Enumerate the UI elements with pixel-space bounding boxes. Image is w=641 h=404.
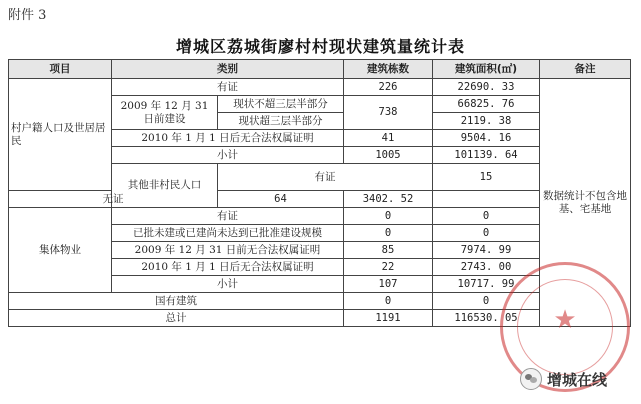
page-title: 增城区荔城街廖村村现状建筑量统计表 [175, 37, 465, 56]
subtotal-label: 小计 [112, 276, 344, 293]
category-cell: 2009 年 12 月 31 日前无合法权属证明 [112, 242, 344, 259]
header-count: 建筑栋数 [344, 60, 433, 79]
category-cell: 2010 年 1 月 1 日后无合法权属证明 [112, 259, 344, 276]
area-cell: 2743. 00 [433, 259, 540, 276]
subcategory-cell: 现状超三层半部分 [218, 113, 344, 130]
total-count: 1191 [344, 310, 433, 327]
area-cell: 2119. 38 [433, 113, 540, 130]
seal-star-icon: ★ [553, 304, 577, 335]
area-cell: 9504. 16 [433, 130, 540, 147]
category-cell: 有证 [112, 208, 344, 225]
attachment-label: 附件 3 [8, 8, 47, 23]
area-cell: 3402. 52 [344, 191, 433, 208]
area-cell: 0 [433, 293, 540, 310]
area-cell: 0 [433, 225, 540, 242]
count-cell: 0 [344, 293, 433, 310]
category-cell: 2010 年 1 月 1 日后无合法权属证明 [112, 130, 344, 147]
count-cell: 41 [344, 130, 433, 147]
group-label-villagers: 村户籍人口及世居居民 [9, 79, 112, 191]
total-row [9, 310, 631, 327]
header-category: 类别 [112, 60, 344, 79]
table-row [9, 208, 631, 225]
count-cell: 1005 [344, 147, 433, 164]
watermark-text: 增城在线 [547, 370, 608, 389]
header-area: 建筑面积(㎡) [433, 60, 540, 79]
subcategory-cell: 现状不超三层半部分 [218, 96, 344, 113]
subtotal-label: 小计 [112, 147, 344, 164]
header-item: 项目 [9, 60, 112, 79]
count-cell: 226 [344, 79, 433, 96]
total-label: 总计 [9, 310, 344, 327]
table-row [9, 79, 631, 96]
area-cell: 10717. 99 [433, 276, 540, 293]
count-cell: 15 [433, 164, 540, 191]
area-cell: 7974. 99 [433, 242, 540, 259]
table-row [9, 191, 631, 208]
statistics-table [8, 59, 631, 327]
area-cell: 22690. 33 [433, 79, 540, 96]
header-remark: 备注 [540, 60, 631, 79]
category-cell: 已批未建或已建尚未达到已批准建设规模 [112, 225, 344, 242]
count-cell: 22 [344, 259, 433, 276]
area-cell: 101139. 64 [433, 147, 540, 164]
total-area: 116530. 05 [433, 310, 540, 327]
category-cell: 2009 年 12 月 31 日前建设 [112, 96, 218, 130]
category-cell: 有证 [218, 164, 433, 191]
watermark [520, 368, 607, 390]
table-row [9, 293, 631, 310]
count-cell: 85 [344, 242, 433, 259]
category-cell: 无证 [9, 191, 218, 208]
group-label-collective: 集体物业 [9, 208, 112, 293]
group-label-nonvillagers: 其他非村民人口 [112, 164, 218, 208]
wechat-icon [520, 368, 542, 390]
count-cell: 64 [218, 191, 344, 208]
count-cell: 0 [344, 208, 433, 225]
area-cell: 66825. 76 [433, 96, 540, 113]
category-cell: 有证 [112, 79, 344, 96]
remark-cell: 数据统计不包含地基、宅基地 [540, 79, 631, 327]
header-row [9, 60, 631, 79]
count-cell: 738 [344, 96, 433, 130]
group-label-state: 国有建筑 [9, 293, 344, 310]
area-cell: 0 [433, 208, 540, 225]
count-cell: 0 [344, 225, 433, 242]
count-cell: 107 [344, 276, 433, 293]
